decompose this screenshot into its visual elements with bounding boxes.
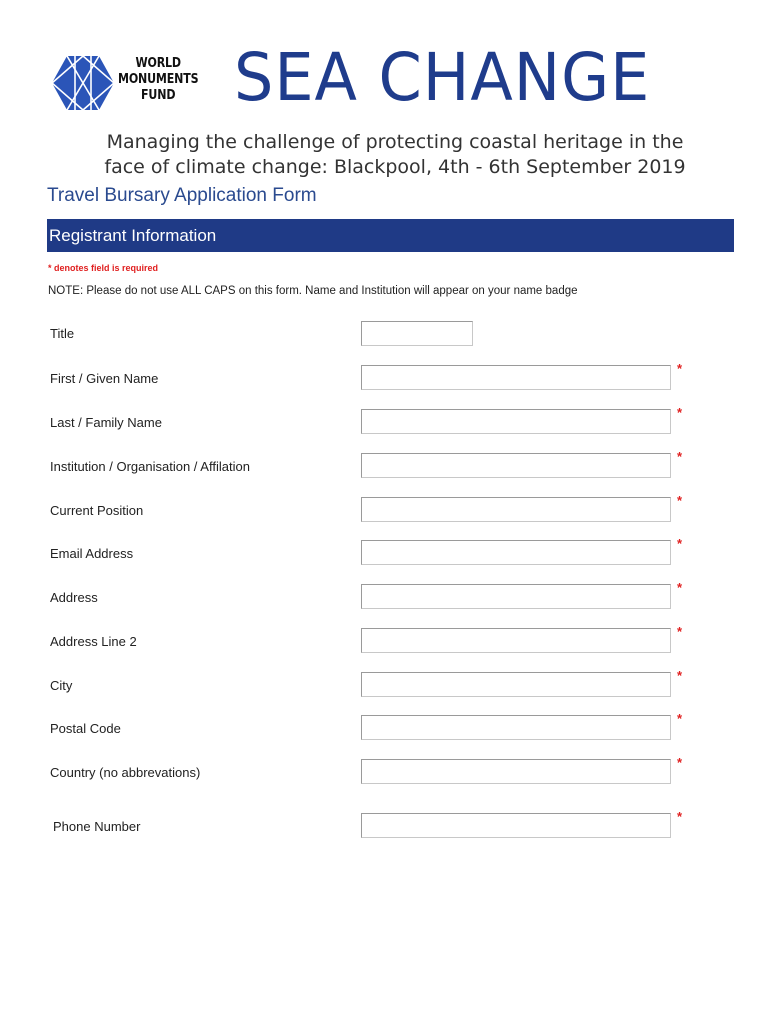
subtitle-line-1: Managing the challenge of protecting coastal heritage in the <box>106 131 684 153</box>
required-asterisk: * <box>677 755 683 770</box>
address-label: Address <box>50 590 98 605</box>
first-name-label: First / Given Name <box>50 371 159 386</box>
last-name-label: Last / Family Name <box>50 415 162 430</box>
required-field-note: * denotes field is required <box>48 263 159 273</box>
world-monuments-fund-logo-icon <box>52 54 114 112</box>
logo-line-world: WORLD <box>135 56 181 71</box>
country-input[interactable] <box>361 759 671 784</box>
postal-code-input[interactable] <box>361 715 671 740</box>
required-asterisk: * <box>677 624 683 639</box>
required-asterisk: * <box>677 711 683 726</box>
form-title: Travel Bursary Application Form <box>47 185 317 206</box>
subtitle-line-2: face of climate change: Blackpool, 4th - 6th September 2019 <box>104 156 686 178</box>
required-asterisk: * <box>677 580 683 595</box>
phone-number-label: Phone Number <box>53 819 141 834</box>
phone-number-input[interactable] <box>361 813 671 838</box>
current-position-label: Current Position <box>50 503 144 518</box>
email-input[interactable] <box>361 540 671 565</box>
event-subtitle <box>40 130 750 180</box>
email-label: Email Address <box>50 546 134 561</box>
country-label: Country (no abbrevations) <box>50 765 201 780</box>
page-title: SEA CHANGE <box>234 39 651 116</box>
address-line-2-label: Address Line 2 <box>50 634 137 649</box>
address-line-2-input[interactable] <box>361 628 671 653</box>
title-label: Title <box>50 326 75 341</box>
city-input[interactable] <box>361 672 671 697</box>
world-monuments-fund-logo <box>52 54 212 112</box>
required-asterisk: * <box>677 809 683 824</box>
institution-label: Institution / Organisation / Affilation <box>50 459 250 474</box>
address-input[interactable] <box>361 584 671 609</box>
logo-line-monuments: MONUMENTS <box>118 72 199 87</box>
current-position-input[interactable] <box>361 497 671 522</box>
last-name-input[interactable] <box>361 409 671 434</box>
logo-line-fund: FUND <box>141 88 176 103</box>
postal-code-label: Postal Code <box>50 721 121 736</box>
caps-warning-note: NOTE: Please do not use ALL CAPS on this form. Name and Institution will appear on your name badge <box>48 285 578 297</box>
institution-input[interactable] <box>361 453 671 478</box>
required-asterisk: * <box>677 493 683 508</box>
city-label: City <box>50 678 73 693</box>
logo-wordmark <box>118 56 198 104</box>
title-input[interactable] <box>361 321 473 346</box>
required-asterisk: * <box>677 449 683 464</box>
section-header-registrant: Registrant Information <box>47 219 734 252</box>
required-asterisk: * <box>677 668 683 683</box>
required-asterisk: * <box>677 361 683 376</box>
required-asterisk: * <box>677 405 683 420</box>
first-name-input[interactable] <box>361 365 671 390</box>
required-asterisk: * <box>677 536 683 551</box>
